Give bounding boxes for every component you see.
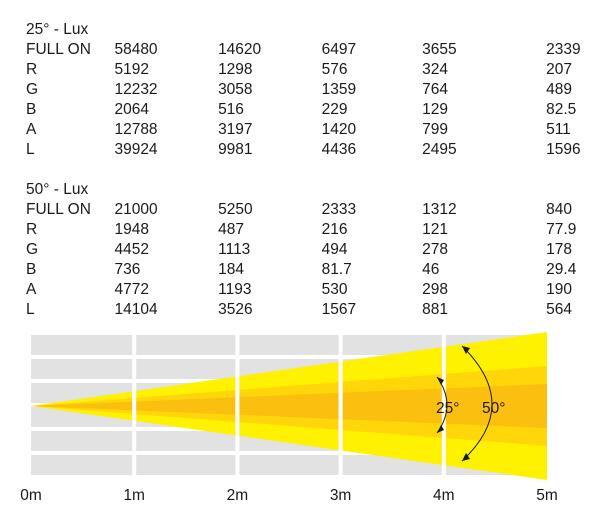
table-50-cell: 1567 [321, 301, 357, 318]
table-50-row-label: A [26, 281, 37, 298]
table-50-cell: 184 [218, 261, 244, 278]
table-50-row-label: G [26, 241, 39, 258]
table-50-cell: 5250 [218, 201, 253, 218]
table-25-row-label: FULL ON [26, 41, 91, 58]
table-25-cell: 1298 [218, 61, 253, 78]
distance-label: 5m [536, 487, 558, 504]
table-25-cell: 129 [422, 101, 449, 118]
table-50-row-label: B [26, 261, 37, 278]
distance-label: 2m [226, 487, 249, 504]
angle-label-50: 50° [482, 400, 506, 417]
table-25-cell: 576 [321, 61, 348, 78]
table-25-cell: 1359 [321, 81, 357, 98]
table-50-cell: 1948 [114, 221, 149, 238]
distance-axis-labels [20, 487, 558, 504]
table-25-cell: 207 [546, 61, 572, 78]
table-50-cell: 4452 [114, 241, 149, 258]
table-25-row-label: R [26, 61, 38, 78]
table-25-cell: 2495 [422, 141, 457, 158]
table-25-cell: 9981 [218, 141, 253, 158]
table-50-cell: 14104 [114, 301, 158, 318]
table-50-cell: 190 [546, 281, 573, 298]
table-50-cell: 1312 [422, 201, 457, 218]
table-50-cell: 494 [321, 241, 348, 258]
table-25-cell: 82.5 [546, 101, 577, 118]
table-50-cell: 77.9 [546, 221, 577, 238]
table-50-cell: 29.4 [546, 261, 577, 278]
table-50-cell: 298 [422, 281, 449, 298]
table-25-cell: 799 [422, 121, 449, 138]
table-25-cell: 2339 [546, 41, 581, 58]
distance-label: 1m [123, 487, 145, 504]
table-25-cell: 3058 [218, 81, 253, 98]
table-25-row-label: L [26, 141, 35, 158]
table-25-cell: 3197 [218, 121, 253, 138]
distance-label: 3m [329, 487, 352, 504]
distance-label: 4m [433, 487, 455, 504]
table-50-cell: 21000 [114, 201, 158, 218]
table-25-cell: 764 [422, 81, 449, 98]
table-50-cell: 736 [114, 261, 141, 278]
table-25-row-label: G [26, 81, 39, 98]
table-50-row-label: R [26, 221, 38, 238]
table-25-row-label: A [26, 121, 37, 138]
table-50-cell: 840 [546, 201, 573, 218]
table-25-cell: 4436 [321, 141, 357, 158]
table-50-cell: 4772 [114, 281, 149, 298]
table-50-row-label: L [26, 301, 35, 318]
table-50-cell: 564 [546, 301, 573, 318]
table-25-cell: 1596 [546, 141, 581, 158]
table-25-cell: 2064 [114, 101, 149, 118]
table-25-cell: 58480 [114, 41, 158, 58]
table-50-cell: 216 [321, 221, 348, 238]
table-50-cell: 881 [422, 301, 449, 318]
table-50-cell: 1113 [218, 241, 251, 258]
table-50-title: 50° - Lux [26, 181, 89, 198]
table-50-cell: 1193 [218, 281, 252, 298]
angle-label-25: 25° [436, 400, 460, 417]
table-50-cell: 121 [422, 221, 449, 238]
table-50-cell: 3526 [218, 301, 253, 318]
table-25-cell: 12788 [114, 121, 158, 138]
table-25-cell: 229 [321, 101, 348, 118]
distance-label: 0m [20, 487, 42, 504]
table-25-cell: 516 [218, 101, 244, 118]
grid-divider [132, 333, 136, 477]
table-25-cell: 5192 [114, 61, 149, 78]
table-50-cell: 178 [546, 241, 573, 258]
table-25-title: 25° - Lux [26, 21, 89, 38]
table-50-cell: 81.7 [321, 261, 352, 278]
table-50-cell: 46 [422, 261, 440, 278]
table-50-cell: 487 [218, 221, 244, 238]
table-50-cell: 278 [422, 241, 449, 258]
table-25-cell: 6497 [321, 41, 357, 58]
table-25-cell: 489 [546, 81, 572, 98]
table-25-cell: 511 [546, 121, 571, 138]
table-25-cell: 324 [422, 61, 449, 78]
grid-divider [339, 333, 343, 477]
grid-divider [235, 333, 239, 477]
table-25-cell: 39924 [114, 141, 158, 158]
table-50-row-label: FULL ON [26, 201, 91, 218]
table-25-cell: 1420 [321, 121, 357, 138]
table-25-cell: 14620 [218, 41, 262, 58]
table-50-cell: 530 [321, 281, 348, 298]
table-50-cell: 2333 [321, 201, 357, 218]
table-25-cell: 3655 [422, 41, 457, 58]
table-25-cell: 12232 [114, 81, 158, 98]
table-25-row-label: B [26, 101, 37, 118]
